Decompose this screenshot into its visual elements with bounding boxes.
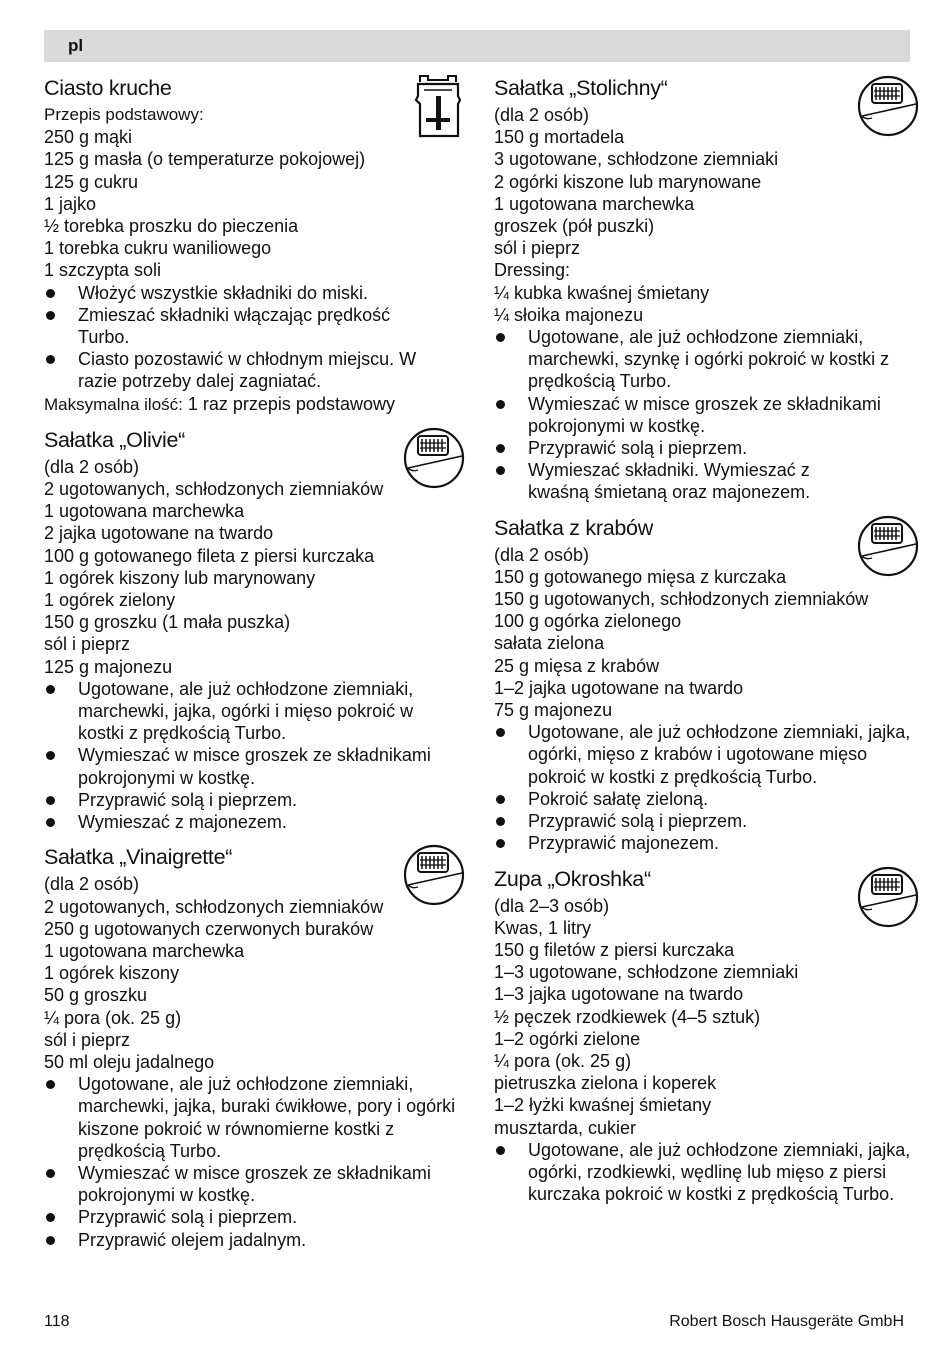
ingredient: 1–3 jajka ugotowane na twardo: [494, 984, 744, 1005]
step-list: [44, 282, 460, 393]
ingredient: 250 g mąki: [44, 127, 133, 148]
ingredient: ¼ słoika majonezu: [494, 304, 644, 325]
ingredient: 50 g groszku: [44, 985, 148, 1006]
subheading: Przepis podstawowy:: [44, 105, 204, 124]
ingredient-list: [494, 544, 914, 722]
ingredient: 3 ugotowane, schłodzone ziemniaki: [494, 149, 779, 170]
ingredient: 1 szczypta soli: [44, 260, 162, 281]
section-title: Zupa „Okroshka“: [494, 866, 651, 891]
ingredient: ¼ pora (ok. 25 g): [494, 1050, 632, 1071]
ingredient: 1–3 ugotowane, schłodzone ziemniaki: [494, 962, 799, 983]
step: Włożyć wszystkie składniki do miski.: [44, 282, 460, 304]
ingredient: 25 g mięsa z krabów: [494, 655, 660, 676]
step: Zmieszać składniki włączając prędkość Turbo.: [44, 304, 438, 348]
recipe-zupa-okroshka: [494, 863, 914, 1206]
step: Przyprawić olejem jadalnym.: [44, 1229, 460, 1251]
section-title: Ciasto kruche: [44, 76, 172, 100]
ingredient: 2 ugotowanych, schłodzonych ziemniaków: [44, 479, 384, 500]
section-title: Sałatka „Vinaigrette“: [44, 845, 233, 870]
ingredient: 125 g masła (o temperaturze pokojowej): [44, 149, 366, 170]
step: Przyprawić solą i pieprzem.: [44, 789, 460, 811]
dicing-disc-icon: [856, 514, 920, 578]
ingredient: 150 g mortadela: [494, 127, 625, 148]
recipe-olivie: [44, 424, 460, 833]
ingredient: 1–2 jajka ugotowane na twardo: [494, 677, 744, 698]
ingredient: musztarda, cukier: [494, 1117, 637, 1138]
food-processor-icon: [414, 72, 462, 140]
ingredient: sałata zielona: [494, 633, 605, 654]
ingredient: 50 ml oleju jadalnego: [44, 1051, 215, 1072]
step: Ugotowane, ale już ochłodzone ziemniaki, jajka, ogórki, rzodkiewki, wędlinę lub mięso z piersi kurczaka pokroić w kostki z prędkością Turbo.: [494, 1139, 914, 1206]
ingredient: 125 g majonezu: [44, 656, 173, 677]
ingredient: 1 ugotowana marchewka: [494, 193, 695, 214]
step: Przyprawić majonezem.: [494, 832, 914, 854]
ingredient: 100 g ogórka zielonego: [494, 611, 682, 632]
language-code: pl: [68, 36, 84, 55]
step: Przyprawić solą i pieprzem.: [494, 437, 914, 459]
left-column: [44, 72, 460, 1251]
section-title: Sałatka z krabów: [494, 515, 653, 540]
ingredient: 1 ogórek kiszony: [44, 963, 180, 984]
ingredient: Dressing:: [494, 260, 571, 281]
ingredient: (dla 2 osób): [494, 105, 590, 125]
ingredient: 1 ugotowana marchewka: [44, 940, 245, 961]
step: Ugotowane, ale już ochłodzone ziemniaki, jajka, ogórki, mięso z krabów i ugotowane mięso pokroić w kostki z prędkością Turbo.: [494, 721, 914, 788]
right-column: [494, 72, 914, 1205]
step: Ugotowane, ale już ochłodzone ziemniaki, marchewki, szynkę i ogórki pokroić w kostki z prędkością Turbo.: [494, 326, 914, 393]
step-list: [494, 1139, 914, 1206]
ingredient: 150 g gotowanego mięsa z kurczaka: [494, 566, 787, 587]
step: Wymieszać z majonezem.: [44, 811, 460, 833]
ingredient-list: [44, 456, 460, 678]
ingredient: 1–2 ogórki zielone: [494, 1028, 641, 1049]
max-amount: [44, 393, 460, 416]
ingredient: sól i pieprz: [44, 634, 131, 655]
section-title: Sałatka „Stolichny“: [494, 76, 668, 100]
ingredient: (dla 2–3 osób): [494, 895, 610, 916]
language-bar: [44, 30, 910, 62]
ingredient: 75 g majonezu: [494, 700, 613, 721]
ingredient: ½ torebka proszku do pieczenia: [44, 216, 299, 237]
ingredient: 250 g ugotowanych czerwonych buraków: [44, 918, 374, 939]
step: Ciasto pozostawić w chłodnym miejscu. W razie potrzeby dalej zagniatać.: [44, 348, 448, 392]
page-number: 118: [44, 1313, 70, 1330]
step-list: [44, 1073, 460, 1251]
ingredient: 1–2 łyżki kwaśnej śmietany: [494, 1095, 712, 1116]
recipe-stolichny: [494, 72, 914, 504]
ingredient: ½ pęczek rzodkiewek (4–5 sztuk): [494, 1006, 761, 1027]
step: Przyprawić solą i pieprzem.: [44, 1206, 460, 1228]
section-title: Sałatka „Olivie“: [44, 427, 185, 452]
step-list: [44, 678, 460, 833]
step-list: [494, 326, 914, 504]
ingredient: 1 ogórek zielony: [44, 590, 176, 611]
dicing-disc-icon: [402, 426, 466, 490]
step: Ugotowane, ale już ochłodzone ziemniaki, marchewki, jajka, ogórki i mięso pokroić w kostki z prędkością Turbo.: [44, 678, 460, 745]
step: Przyprawić solą i pieprzem.: [494, 810, 914, 832]
recipe-ciasto-kruche: [44, 72, 460, 416]
ingredient: sól i pieprz: [494, 238, 581, 259]
recipe-salatka-z-krabow: [494, 512, 914, 855]
ingredient-list: [494, 104, 914, 326]
ingredient: 1 torebka cukru waniliowego: [44, 238, 272, 259]
step-list: [494, 721, 914, 854]
ingredient: 125 g cukru: [44, 171, 139, 192]
step: Wymieszać składniki. Wymieszać z kwaśną śmietaną oraz majonezem.: [494, 459, 868, 503]
ingredient: 150 g groszku (1 mała puszka): [44, 612, 291, 633]
ingredient: sól i pieprz: [44, 1029, 131, 1050]
ingredient: 1 ugotowana marchewka: [44, 501, 245, 522]
dicing-disc-icon: [402, 843, 466, 907]
ingredient: 2 ugotowanych, schłodzonych ziemniaków: [44, 896, 384, 917]
ingredient-list: [44, 126, 460, 281]
ingredient-list: [494, 895, 914, 1139]
ingredient: 2 ogórki kiszone lub marynowane: [494, 171, 762, 192]
step: Ugotowane, ale już ochłodzone ziemniaki, marchewki, jajka, buraki ćwikłowe, pory i ogórki kiszone pokroić w równomierne kostki z prędkością Turbo.: [44, 1073, 460, 1162]
ingredient: 150 g ugotowanych, schłodzonych ziemniaków: [494, 589, 869, 610]
ingredient: 2 jajka ugotowane na twardo: [44, 523, 274, 544]
max-amount-value: 1 raz przepis podstawowy: [182, 393, 395, 414]
step: Wymieszać w misce groszek ze składnikami pokrojonymi w kostkę.: [44, 1162, 460, 1206]
ingredient: 100 g gotowanego fileta z piersi kurczaka: [44, 545, 375, 566]
dicing-disc-icon: [856, 74, 920, 138]
dicing-disc-icon: [856, 865, 920, 929]
company-name: Robert Bosch Hausgeräte GmbH: [669, 1313, 904, 1330]
recipe-vinaigrette: [44, 841, 460, 1250]
ingredient: ¼ kubka kwaśnej śmietany: [494, 282, 710, 303]
ingredient: 150 g filetów z piersi kurczaka: [494, 939, 735, 960]
ingredient: ¼ pora (ok. 25 g): [44, 1007, 182, 1028]
ingredient: (dla 2 osób): [44, 456, 140, 477]
step: Wymieszać w misce groszek ze składnikami pokrojonymi w kostkę.: [494, 393, 914, 437]
max-amount-label: Maksymalna ilość:: [44, 394, 183, 414]
ingredient: pietruszka zielona i koperek: [494, 1073, 717, 1094]
ingredient: 1 jajko: [44, 193, 97, 214]
ingredient: Kwas, 1 litry: [494, 917, 592, 938]
ingredient-list: [44, 873, 460, 1073]
ingredient: (dla 2 osób): [44, 874, 140, 895]
ingredient: 1 ogórek kiszony lub marynowany: [44, 567, 316, 588]
step: Wymieszać w misce groszek ze składnikami pokrojonymi w kostkę.: [44, 744, 460, 788]
step: Pokroić sałatę zieloną.: [494, 788, 914, 810]
ingredient: groszek (pół puszki): [494, 216, 655, 237]
ingredient: (dla 2 osób): [494, 544, 590, 565]
